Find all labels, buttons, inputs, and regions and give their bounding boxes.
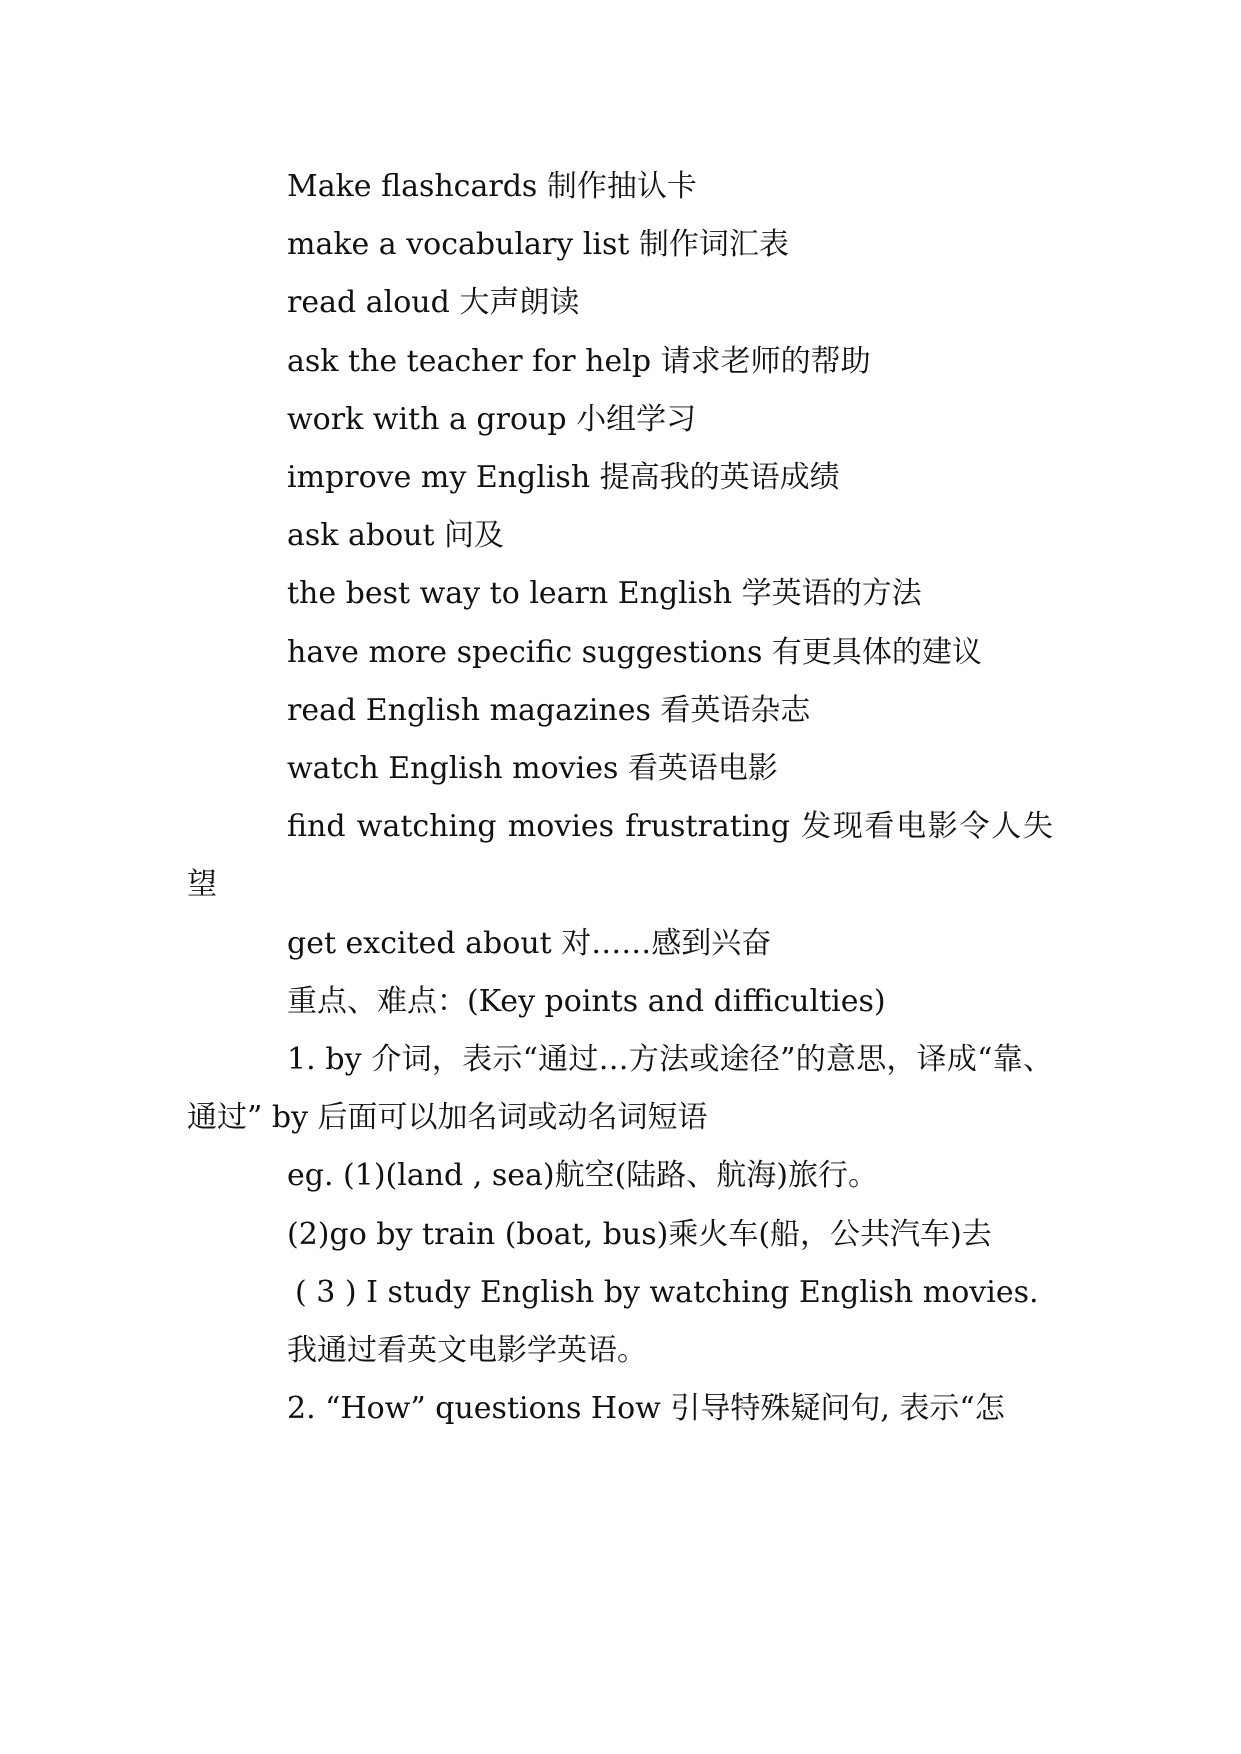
vocab-line: read English magazines 看英语杂志 — [287, 692, 811, 728]
vocab-line: watch English movies 看英语电影 — [287, 751, 778, 787]
vocab-line: the best way to learn English 学英语的方法 — [287, 576, 922, 612]
section-heading: 重点、难点：(Key points and difficulties) — [287, 983, 886, 1019]
vocab-line-wrapped: find watching movies frustrating 发现看电影令人失望 — [187, 809, 1053, 903]
document-body — [187, 158, 1053, 1438]
vocab-line: ask the teacher for help 请求老师的帮助 — [287, 343, 871, 379]
example-3-translation: 我通过看英文电影学英语。 — [287, 1333, 647, 1369]
example-1: eg. (1)(land , sea)航空(陆路、航海)旅行。 — [287, 1158, 878, 1194]
vocab-line: ask about 问及 — [287, 518, 505, 554]
example-3: ( 3 ) I study English by watching English movies. — [295, 1274, 1039, 1310]
key-point-1: 1. by 介词，表示“通过…方法或途径”的意思，译成“靠、通过” by 后面可以加名词或动名词短语 — [187, 1042, 1053, 1136]
vocab-line: make a vocabulary list 制作词汇表 — [287, 227, 789, 263]
vocab-line: work with a group 小组学习 — [287, 401, 697, 437]
vocab-line: get excited about 对……感到兴奋 — [287, 925, 772, 961]
vocab-line: Make flashcards 制作抽认卡 — [287, 169, 697, 204]
vocab-line: read aloud 大声朗读 — [287, 285, 580, 321]
example-2: (2)go by train (boat, bus)乘火车(船，公共汽车)去 — [287, 1216, 992, 1252]
vocab-line: have more specific suggestions 有更具体的建议 — [287, 634, 982, 670]
key-point-2: 2. “How” questions How 引导特殊疑问句, 表示“怎 — [287, 1391, 1005, 1427]
vocab-line: improve my English 提高我的英语成绩 — [287, 460, 840, 496]
